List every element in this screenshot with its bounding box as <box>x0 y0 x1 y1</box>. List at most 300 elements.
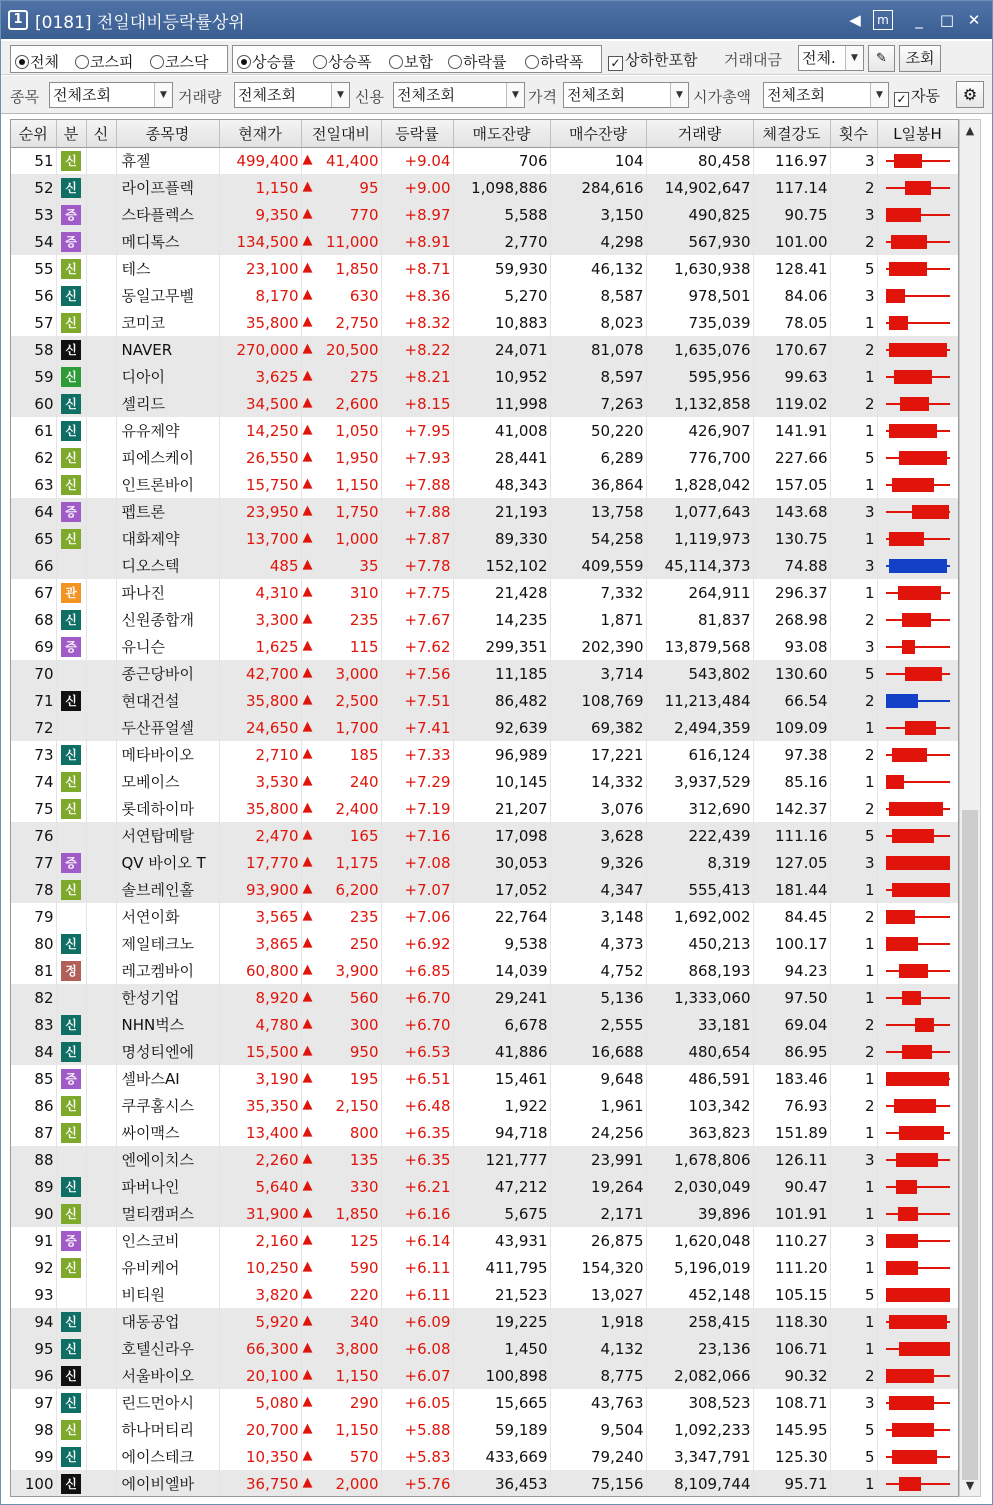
sell-remain-cell: 15,665 <box>453 1389 550 1416</box>
table-row[interactable] <box>11 1146 958 1173</box>
count-cell: 1 <box>830 417 877 444</box>
candle-cell <box>877 201 958 228</box>
candle-cell <box>877 1416 958 1443</box>
scrollbar-thumb[interactable] <box>962 810 978 1480</box>
table-row[interactable] <box>11 687 958 714</box>
stock-name-cell[interactable]: 디아이 <box>116 363 219 390</box>
stock-name-cell[interactable]: 제일테크노 <box>116 930 219 957</box>
buy-remain-cell: 154,320 <box>550 1254 646 1281</box>
credit-cell <box>86 876 116 903</box>
maximize-icon[interactable]: □ <box>939 11 955 29</box>
stock-name-cell[interactable]: 서연탑메탈 <box>116 822 219 849</box>
table-row[interactable] <box>11 930 958 957</box>
stock-name-cell[interactable]: 휴젤 <box>116 147 219 174</box>
table-row[interactable] <box>11 147 958 174</box>
change-cell: ▲ 570 <box>301 1443 381 1470</box>
table-row[interactable] <box>11 1335 958 1362</box>
change-cell: ▲ 560 <box>301 984 381 1011</box>
stock-name-cell[interactable]: 신원종합개 <box>116 606 219 633</box>
table-row[interactable] <box>11 228 958 255</box>
candle-cell <box>877 1038 958 1065</box>
division-cell <box>56 876 86 903</box>
table-row[interactable] <box>11 1173 958 1200</box>
stock-name-cell[interactable]: 호텔신라우 <box>116 1335 219 1362</box>
strength-cell: 90.47 <box>753 1173 830 1200</box>
volume-cell: 222,439 <box>646 822 753 849</box>
close-icon[interactable]: ✕ <box>967 11 981 29</box>
strength-cell: 143.68 <box>753 498 830 525</box>
table-row[interactable] <box>11 525 958 552</box>
daily-candle <box>886 880 950 900</box>
table-row[interactable] <box>11 1200 958 1227</box>
change-cell: ▲ 95 <box>301 174 381 201</box>
daily-candle <box>886 1339 950 1359</box>
stock-name-cell[interactable]: 유비케어 <box>116 1254 219 1281</box>
pin-button[interactable] <box>868 45 895 72</box>
change-cell: ▲ 240 <box>301 768 381 795</box>
stock-name-cell[interactable]: 대화제약 <box>116 525 219 552</box>
header-strength[interactable]: 체결강도 <box>753 120 830 147</box>
table-row[interactable] <box>11 741 958 768</box>
header-rate[interactable]: 등락률 <box>381 120 453 147</box>
stock-name-cell[interactable]: 레고켐바이 <box>116 957 219 984</box>
candle-body <box>886 937 918 951</box>
table-row[interactable] <box>11 984 958 1011</box>
rank-cell: 63 <box>11 471 56 498</box>
stock-name-cell[interactable]: 하나머티리 <box>116 1416 219 1443</box>
amount-select[interactable]: 전체. ▼ <box>798 45 864 71</box>
division-badge: 증 <box>61 853 81 873</box>
table-row[interactable] <box>11 903 958 930</box>
header-count[interactable]: 횟수 <box>830 120 877 147</box>
count-cell: 5 <box>830 255 877 282</box>
rank-cell: 60 <box>11 390 56 417</box>
up-triangle-icon: ▲ <box>302 1312 313 1328</box>
stock-name-cell[interactable]: 인스코비 <box>116 1227 219 1254</box>
radio-kospi[interactable]: 코스피 <box>75 51 133 72</box>
table-row[interactable] <box>11 822 958 849</box>
division-cell <box>56 1038 86 1065</box>
daily-candle <box>886 1177 950 1197</box>
price-cell: 15,500 <box>219 1038 301 1065</box>
table-row[interactable] <box>11 660 958 687</box>
table-row[interactable] <box>11 282 958 309</box>
stock-name-cell[interactable]: QV 바이오 T <box>116 849 219 876</box>
daily-candle <box>886 988 950 1008</box>
division-badge: 신 <box>61 745 81 765</box>
stock-name-cell[interactable]: 동일고무벨 <box>116 282 219 309</box>
credit-filter-select[interactable]: 전체조회 ▼ <box>393 82 525 108</box>
sell-remain-cell: 2,770 <box>453 228 550 255</box>
table-row[interactable] <box>11 201 958 228</box>
candle-cell <box>877 849 958 876</box>
radio-dot-icon <box>237 55 251 69</box>
credit-cell <box>86 1416 116 1443</box>
stock-name-cell[interactable]: NAVER <box>116 336 219 363</box>
change-cell: ▲ 1,950 <box>301 444 381 471</box>
table-row[interactable] <box>11 795 958 822</box>
up-triangle-icon: ▲ <box>302 340 313 356</box>
stock-name-cell[interactable]: 디오스텍 <box>116 552 219 579</box>
prev-icon[interactable]: ◀ <box>849 11 861 29</box>
stock-filter-select[interactable]: 전체조회 ▼ <box>49 82 173 108</box>
strength-cell: 76.93 <box>753 1092 830 1119</box>
stock-name-cell[interactable]: 서연이화 <box>116 903 219 930</box>
rank-cell: 100 <box>11 1470 56 1497</box>
table-row[interactable] <box>11 1443 958 1470</box>
candle-body <box>886 775 904 789</box>
table-row[interactable] <box>11 309 958 336</box>
buy-remain-cell: 9,504 <box>550 1416 646 1443</box>
division-badge: 신 <box>61 1096 81 1116</box>
auto-checkbox[interactable]: ✓ 자동 <box>894 85 940 107</box>
rate-cell: +7.08 <box>381 849 453 876</box>
change-cell: ▲ 125 <box>301 1227 381 1254</box>
radio-fall-rate[interactable]: 하락률 <box>448 51 506 72</box>
change-cell: ▲ 135 <box>301 1146 381 1173</box>
credit-cell <box>86 1173 116 1200</box>
price-cell: 34,500 <box>219 390 301 417</box>
stock-name-cell[interactable]: 두산퓨얼셀 <box>116 714 219 741</box>
menu-icon[interactable]: m <box>873 10 893 30</box>
candle-body <box>905 721 936 735</box>
header-change[interactable]: 전일대비 <box>301 120 381 147</box>
table-row[interactable] <box>11 957 958 984</box>
change-cell: ▲ 185 <box>301 741 381 768</box>
table-row[interactable] <box>11 1065 958 1092</box>
sell-remain-cell: 29,241 <box>453 984 550 1011</box>
stock-name-cell[interactable]: 셀리드 <box>116 390 219 417</box>
table-row[interactable] <box>11 633 958 660</box>
radio-dot-icon <box>389 55 403 69</box>
candle-body <box>899 1342 950 1356</box>
strength-cell: 97.38 <box>753 741 830 768</box>
settings-button[interactable] <box>956 81 984 108</box>
up-triangle-icon: ▲ <box>302 475 313 491</box>
candle-body <box>891 235 927 249</box>
credit-cell <box>86 309 116 336</box>
rate-cell: +7.16 <box>381 822 453 849</box>
division-cell <box>56 282 86 309</box>
rank-cell: 67 <box>11 579 56 606</box>
table-row[interactable] <box>11 1470 958 1497</box>
stock-name-cell[interactable]: 솔브레인홀 <box>116 876 219 903</box>
table-row[interactable] <box>11 1038 958 1065</box>
stock-name-cell[interactable]: 셀바스AI <box>116 1065 219 1092</box>
table-row[interactable] <box>11 876 958 903</box>
candle-body <box>886 1234 918 1248</box>
table-row[interactable] <box>11 714 958 741</box>
table-row[interactable] <box>11 255 958 282</box>
header-price[interactable]: 현재가 <box>219 120 301 147</box>
candle-cell <box>877 687 958 714</box>
stock-name-cell[interactable]: 라이프플렉 <box>116 174 219 201</box>
division-cell <box>56 1011 86 1038</box>
rate-cell: +7.87 <box>381 525 453 552</box>
count-cell: 2 <box>830 174 877 201</box>
up-triangle-icon: ▲ <box>302 259 313 275</box>
radio-rise-amount[interactable]: 상승폭 <box>313 51 371 72</box>
price-cell: 9,350 <box>219 201 301 228</box>
stock-name-cell[interactable]: 파버나인 <box>116 1173 219 1200</box>
daily-candle <box>886 178 950 198</box>
table-row[interactable] <box>11 849 958 876</box>
stock-name-cell[interactable]: 유니슨 <box>116 633 219 660</box>
up-triangle-icon: ▲ <box>302 1123 313 1139</box>
minimize-icon[interactable]: _ <box>915 11 923 29</box>
header-candle[interactable]: L일봉H <box>877 120 958 147</box>
header-buy-remain[interactable]: 매수잔량 <box>550 120 646 147</box>
header-name[interactable]: 종목명 <box>116 120 219 147</box>
scroll-up-icon[interactable]: ▲ <box>965 124 975 137</box>
radio-rise-rate[interactable]: 상승률 <box>237 51 295 72</box>
stock-name-cell[interactable]: 유유제약 <box>116 417 219 444</box>
candle-body <box>889 343 947 357</box>
stock-name-cell[interactable]: 메디톡스 <box>116 228 219 255</box>
volume-cell: 567,930 <box>646 228 753 255</box>
table-row[interactable] <box>11 1281 958 1308</box>
rank-cell: 92 <box>11 1254 56 1281</box>
rank-cell: 52 <box>11 174 56 201</box>
buy-remain-cell: 1,918 <box>550 1308 646 1335</box>
price-filter-select[interactable]: 전체조회 ▼ <box>563 82 689 108</box>
radio-flat[interactable]: 보합 <box>389 51 433 72</box>
rank-cell: 53 <box>11 201 56 228</box>
buy-remain-cell: 7,263 <box>550 390 646 417</box>
division-cell <box>56 1335 86 1362</box>
stock-name-cell[interactable]: 멀티캠퍼스 <box>116 1200 219 1227</box>
rate-cell: +7.75 <box>381 579 453 606</box>
rank-cell: 54 <box>11 228 56 255</box>
table-row[interactable] <box>11 498 958 525</box>
stock-name-cell[interactable]: 펩트론 <box>116 498 219 525</box>
division-cell <box>56 498 86 525</box>
change-cell: ▲ 1,150 <box>301 1416 381 1443</box>
radio-kosdaq[interactable]: 코스닥 <box>150 51 208 72</box>
credit-cell <box>86 1389 116 1416</box>
rate-cell: +7.93 <box>381 444 453 471</box>
stock-name-cell[interactable]: 싸이맥스 <box>116 1119 219 1146</box>
count-cell: 2 <box>830 390 877 417</box>
table-row[interactable] <box>11 1092 958 1119</box>
candle-body <box>912 505 949 519</box>
table-row[interactable] <box>11 552 958 579</box>
change-cell: ▲ 11,000 <box>301 228 381 255</box>
change-cell: ▲ 1,850 <box>301 1200 381 1227</box>
stock-name-cell[interactable]: 피에스케이 <box>116 444 219 471</box>
volume-cell: 735,039 <box>646 309 753 336</box>
change-cell: ▲ 590 <box>301 1254 381 1281</box>
sell-remain-cell: 5,588 <box>453 201 550 228</box>
rank-cell: 96 <box>11 1362 56 1389</box>
stock-name-cell[interactable]: 롯데하이마 <box>116 795 219 822</box>
volume-cell: 81,837 <box>646 606 753 633</box>
price-cell: 35,800 <box>219 795 301 822</box>
buy-remain-cell: 79,240 <box>550 1443 646 1470</box>
stock-name-cell[interactable]: 테스 <box>116 255 219 282</box>
candle-cell <box>877 1308 958 1335</box>
table-row[interactable] <box>11 606 958 633</box>
stock-name-cell[interactable]: 비티원 <box>116 1281 219 1308</box>
header-credit[interactable]: 신 <box>86 120 116 147</box>
stock-name-cell[interactable]: 스타플렉스 <box>116 201 219 228</box>
change-cell: ▲ 20,500 <box>301 336 381 363</box>
price-cell: 1,625 <box>219 633 301 660</box>
division-cell <box>56 1227 86 1254</box>
table-row[interactable] <box>11 1389 958 1416</box>
candle-body <box>889 1396 934 1410</box>
volume-cell: 23,136 <box>646 1335 753 1362</box>
stock-name-cell[interactable]: 인트론바이 <box>116 471 219 498</box>
rate-cell: +6.92 <box>381 930 453 957</box>
rank-cell: 69 <box>11 633 56 660</box>
sell-remain-cell: 17,098 <box>453 822 550 849</box>
buy-remain-cell: 8,597 <box>550 363 646 390</box>
stock-name-cell[interactable]: 코미코 <box>116 309 219 336</box>
candle-cell <box>877 876 958 903</box>
table-row[interactable] <box>11 1227 958 1254</box>
market-cap-filter-select[interactable]: 전체조회 ▼ <box>763 82 889 108</box>
price-cell: 36,750 <box>219 1470 301 1497</box>
daily-candle <box>886 394 950 414</box>
stock-name-cell[interactable]: 현대건설 <box>116 687 219 714</box>
sell-remain-cell: 706 <box>453 147 550 174</box>
division-badge: 신 <box>61 394 81 414</box>
header-volume[interactable]: 거래량 <box>646 120 753 147</box>
division-cell <box>56 1470 86 1497</box>
daily-candle <box>886 610 950 630</box>
candle-cell <box>877 1173 958 1200</box>
table-row[interactable] <box>11 1119 958 1146</box>
stock-name-cell[interactable]: NHN벅스 <box>116 1011 219 1038</box>
daily-candle <box>886 637 950 657</box>
buy-remain-cell: 6,289 <box>550 444 646 471</box>
stock-name-cell[interactable]: 서울바이오 <box>116 1362 219 1389</box>
rate-cell: +7.88 <box>381 498 453 525</box>
table-row[interactable] <box>11 390 958 417</box>
rate-cell: +7.95 <box>381 417 453 444</box>
header-rank[interactable]: 순위 <box>11 120 56 147</box>
candle-body <box>898 586 941 600</box>
window-number-badge[interactable]: 1 <box>8 10 28 30</box>
buy-remain-cell: 4,132 <box>550 1335 646 1362</box>
header-division[interactable]: 분 <box>56 120 86 147</box>
rank-cell: 72 <box>11 714 56 741</box>
sell-remain-cell: 28,441 <box>453 444 550 471</box>
count-cell: 3 <box>830 633 877 660</box>
credit-cell <box>86 1443 116 1470</box>
stock-name-cell[interactable]: 대동공업 <box>116 1308 219 1335</box>
scroll-down-icon[interactable]: ▼ <box>965 1479 975 1492</box>
price-cell: 14,250 <box>219 417 301 444</box>
daily-candle <box>886 529 950 549</box>
price-cell: 23,100 <box>219 255 301 282</box>
vertical-scrollbar[interactable] <box>959 119 981 1497</box>
division-badge: 증 <box>61 1069 81 1089</box>
volume-filter-select[interactable]: 전체조회 ▼ <box>234 82 350 108</box>
table-row[interactable] <box>11 174 958 201</box>
stock-name-cell[interactable]: 린드먼아시 <box>116 1389 219 1416</box>
buy-remain-cell: 409,559 <box>550 552 646 579</box>
price-cell: 15,750 <box>219 471 301 498</box>
volume-cell: 11,213,484 <box>646 687 753 714</box>
sell-remain-cell: 121,777 <box>453 1146 550 1173</box>
stock-name-cell[interactable]: 에이스테크 <box>116 1443 219 1470</box>
credit-cell <box>86 201 116 228</box>
price-cell: 10,250 <box>219 1254 301 1281</box>
stock-name-cell[interactable]: 모베이스 <box>116 768 219 795</box>
rank-cell: 70 <box>11 660 56 687</box>
division-cell <box>56 201 86 228</box>
division-cell <box>56 1416 86 1443</box>
division-badge: 신 <box>61 340 81 360</box>
stock-name-cell[interactable]: 쿠쿠홈시스 <box>116 1092 219 1119</box>
table-row[interactable] <box>11 1362 958 1389</box>
candle-body <box>886 1369 934 1383</box>
division-cell <box>56 768 86 795</box>
stock-name-cell[interactable]: 종근당바이 <box>116 660 219 687</box>
table-row[interactable] <box>11 417 958 444</box>
table-row[interactable] <box>11 1254 958 1281</box>
strength-cell: 93.08 <box>753 633 830 660</box>
table-row[interactable] <box>11 1308 958 1335</box>
stock-name-cell[interactable]: 한성기업 <box>116 984 219 1011</box>
stock-name-cell[interactable]: 에이비엘바 <box>116 1470 219 1497</box>
daily-candle <box>886 1447 950 1467</box>
stock-name-cell[interactable]: 엔에이치스 <box>116 1146 219 1173</box>
price-cell: 35,800 <box>219 687 301 714</box>
search-button[interactable]: 조회 <box>899 45 941 72</box>
rate-cell: +6.70 <box>381 984 453 1011</box>
change-cell: ▲ 220 <box>301 1281 381 1308</box>
strength-cell: 106.71 <box>753 1335 830 1362</box>
table-row[interactable] <box>11 579 958 606</box>
division-cell <box>56 525 86 552</box>
candle-body <box>886 208 921 222</box>
up-triangle-icon: ▲ <box>302 178 313 194</box>
table-row[interactable] <box>11 471 958 498</box>
rate-cell: +6.14 <box>381 1227 453 1254</box>
include-limit-checkbox[interactable]: ✓ 상하한포함 <box>608 49 697 71</box>
radio-all[interactable]: 전체 <box>15 51 59 72</box>
rate-cell: +6.21 <box>381 1173 453 1200</box>
table-row[interactable] <box>11 1011 958 1038</box>
credit-cell <box>86 1065 116 1092</box>
header-sell-remain[interactable]: 매도잔량 <box>453 120 550 147</box>
count-cell: 2 <box>830 795 877 822</box>
rate-cell: +6.07 <box>381 1362 453 1389</box>
daily-candle <box>886 1123 950 1143</box>
change-cell: ▲ 2,750 <box>301 309 381 336</box>
table-row[interactable] <box>11 444 958 471</box>
strength-cell: 183.46 <box>753 1065 830 1092</box>
table-row[interactable] <box>11 768 958 795</box>
stock-name-cell[interactable]: 명성티엔에 <box>116 1038 219 1065</box>
up-triangle-icon: ▲ <box>302 1204 313 1220</box>
price-cell: 20,100 <box>219 1362 301 1389</box>
table-row[interactable] <box>11 336 958 363</box>
buy-remain-cell: 3,148 <box>550 903 646 930</box>
stock-name-cell[interactable]: 파나진 <box>116 579 219 606</box>
volume-cell: 308,523 <box>646 1389 753 1416</box>
table-row[interactable] <box>11 1416 958 1443</box>
stock-name-cell[interactable]: 메타바이오 <box>116 741 219 768</box>
radio-fall-amount[interactable]: 하락폭 <box>525 51 583 72</box>
division-badge: 신 <box>61 1204 81 1224</box>
table-row[interactable] <box>11 363 958 390</box>
strength-cell: 66.54 <box>753 687 830 714</box>
title-bar <box>1 1 992 39</box>
